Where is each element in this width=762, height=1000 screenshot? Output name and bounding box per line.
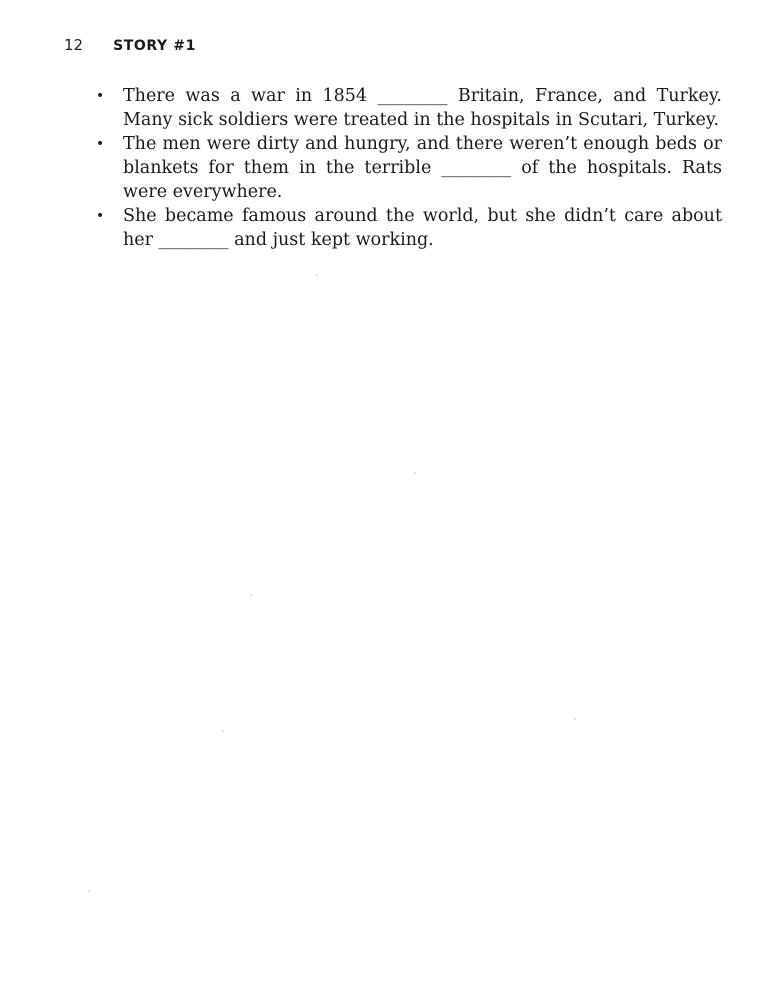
list-item — [96, 132, 722, 204]
scan-speck — [222, 730, 224, 732]
list-item — [96, 84, 722, 132]
bullet-icon: • — [96, 208, 105, 224]
scan-speck — [250, 594, 252, 596]
scan-speck — [88, 890, 90, 892]
list-item-text: There was a war in 1854 ________ Britain, France, and Turkey. Many sick soldiers were treated in the hospitals in Scutari, Turkey. — [123, 86, 722, 130]
list-item-text: She became famous around the world, but she didn’t care about her ________ and just kept working. — [123, 206, 722, 250]
running-head — [64, 36, 196, 56]
exercise-bullet-list — [96, 84, 722, 252]
bullet-icon: • — [96, 88, 105, 104]
bullet-icon: • — [96, 136, 105, 152]
list-item-text: The men were dirty and hungry, and there weren’t enough beds or blankets for them in the terrible ________ of the hospitals. Rats were everywhere. — [123, 134, 722, 202]
scan-speck — [414, 472, 416, 474]
list-item — [96, 204, 722, 252]
scan-speck — [574, 718, 576, 720]
page-number: 12 — [64, 36, 84, 54]
chapter-label: STORY #1 — [113, 38, 196, 54]
scan-speck — [316, 274, 318, 276]
